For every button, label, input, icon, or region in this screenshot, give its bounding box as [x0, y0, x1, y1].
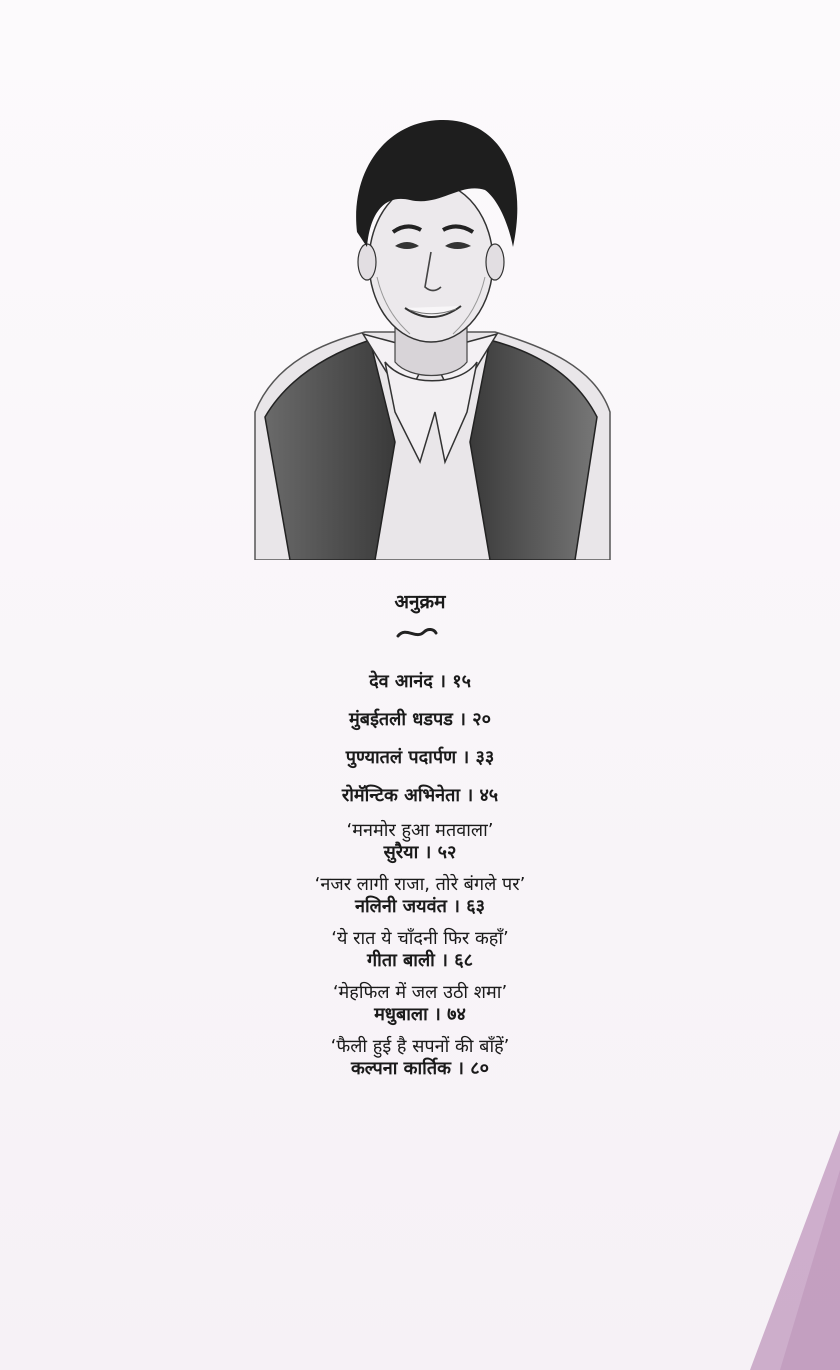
toc-chapter-title: गीता बाली	[367, 950, 435, 971]
toc-separator: ।	[446, 896, 467, 917]
toc-entry	[170, 668, 670, 696]
toc-page-number: २०	[472, 709, 491, 730]
toc-chapter-title: रोमॅन्टिक अभिनेता	[341, 785, 461, 806]
toc-separator: ।	[418, 842, 438, 863]
toc-entry	[170, 982, 670, 1026]
toc-page-number: ४५	[479, 785, 499, 806]
toc-chapter-title: मुंबईतली धडपड	[349, 709, 453, 730]
page-edge-tint	[750, 1130, 840, 1370]
toc-entry	[170, 874, 670, 918]
toc-entry	[170, 744, 670, 772]
toc-chapter-title: मधुबाला	[374, 1004, 428, 1025]
toc-page-number: ७४	[447, 1004, 466, 1025]
toc-song-line: ‘ये रात ये चाँदनी फिर कहाँ’	[331, 928, 509, 949]
toc-chapter-title: देव आनंद	[369, 671, 433, 692]
toc-chapter-title: कल्पना कार्तिक	[350, 1058, 451, 1079]
toc-chapter-line	[170, 782, 670, 810]
toc-entry	[170, 928, 670, 972]
toc-page-number: ६८	[454, 950, 473, 971]
toc-song-line: ‘मनमोर हुआ मतवाला’	[346, 820, 494, 841]
toc-chapter-title: सुरैया	[383, 842, 419, 863]
toc-entry	[170, 1036, 670, 1080]
toc-separator: ।	[460, 785, 480, 806]
toc-page-number: ६३	[466, 896, 485, 917]
toc-song-line: ‘फैली हुई है सपनों की बाँहें’	[330, 1036, 510, 1057]
toc-chapter-title: पुण्यातलं पदार्पण	[345, 747, 457, 768]
toc-entry	[170, 782, 670, 810]
table-of-contents	[170, 668, 670, 1080]
toc-chapter-line	[170, 842, 670, 864]
heading-swash-ornament	[396, 624, 438, 642]
toc-chapter-line	[170, 1058, 670, 1080]
toc-separator: ।	[452, 709, 473, 730]
toc-separator: ।	[427, 1004, 448, 1025]
toc-chapter-title: नलिनी जयवंत	[355, 896, 447, 917]
toc-chapter-line	[170, 1004, 670, 1026]
toc-page-number: ८०	[470, 1058, 489, 1079]
toc-separator: ।	[434, 950, 455, 971]
toc-separator: ।	[432, 671, 453, 692]
toc-page-number: १५	[452, 671, 471, 692]
man-portrait-sketch-icon	[245, 112, 615, 560]
toc-heading: अनुक्रम	[394, 591, 446, 613]
toc-page-number: ३३	[475, 747, 495, 768]
toc-entry	[170, 706, 670, 734]
toc-song-line: ‘मेहफिल में जल उठी शमा’	[332, 982, 508, 1003]
toc-chapter-line	[170, 896, 670, 918]
toc-chapter-line	[170, 744, 670, 772]
toc-separator: ।	[450, 1058, 471, 1079]
toc-page-number: ५२	[437, 842, 457, 863]
toc-chapter-line	[170, 706, 670, 734]
toc-chapter-line	[170, 668, 670, 696]
toc-song-line: ‘नजर लागी राजा, तोरे बंगले पर’	[314, 874, 526, 895]
toc-separator: ।	[456, 747, 476, 768]
toc-entry	[170, 820, 670, 864]
toc-chapter-line	[170, 950, 670, 972]
